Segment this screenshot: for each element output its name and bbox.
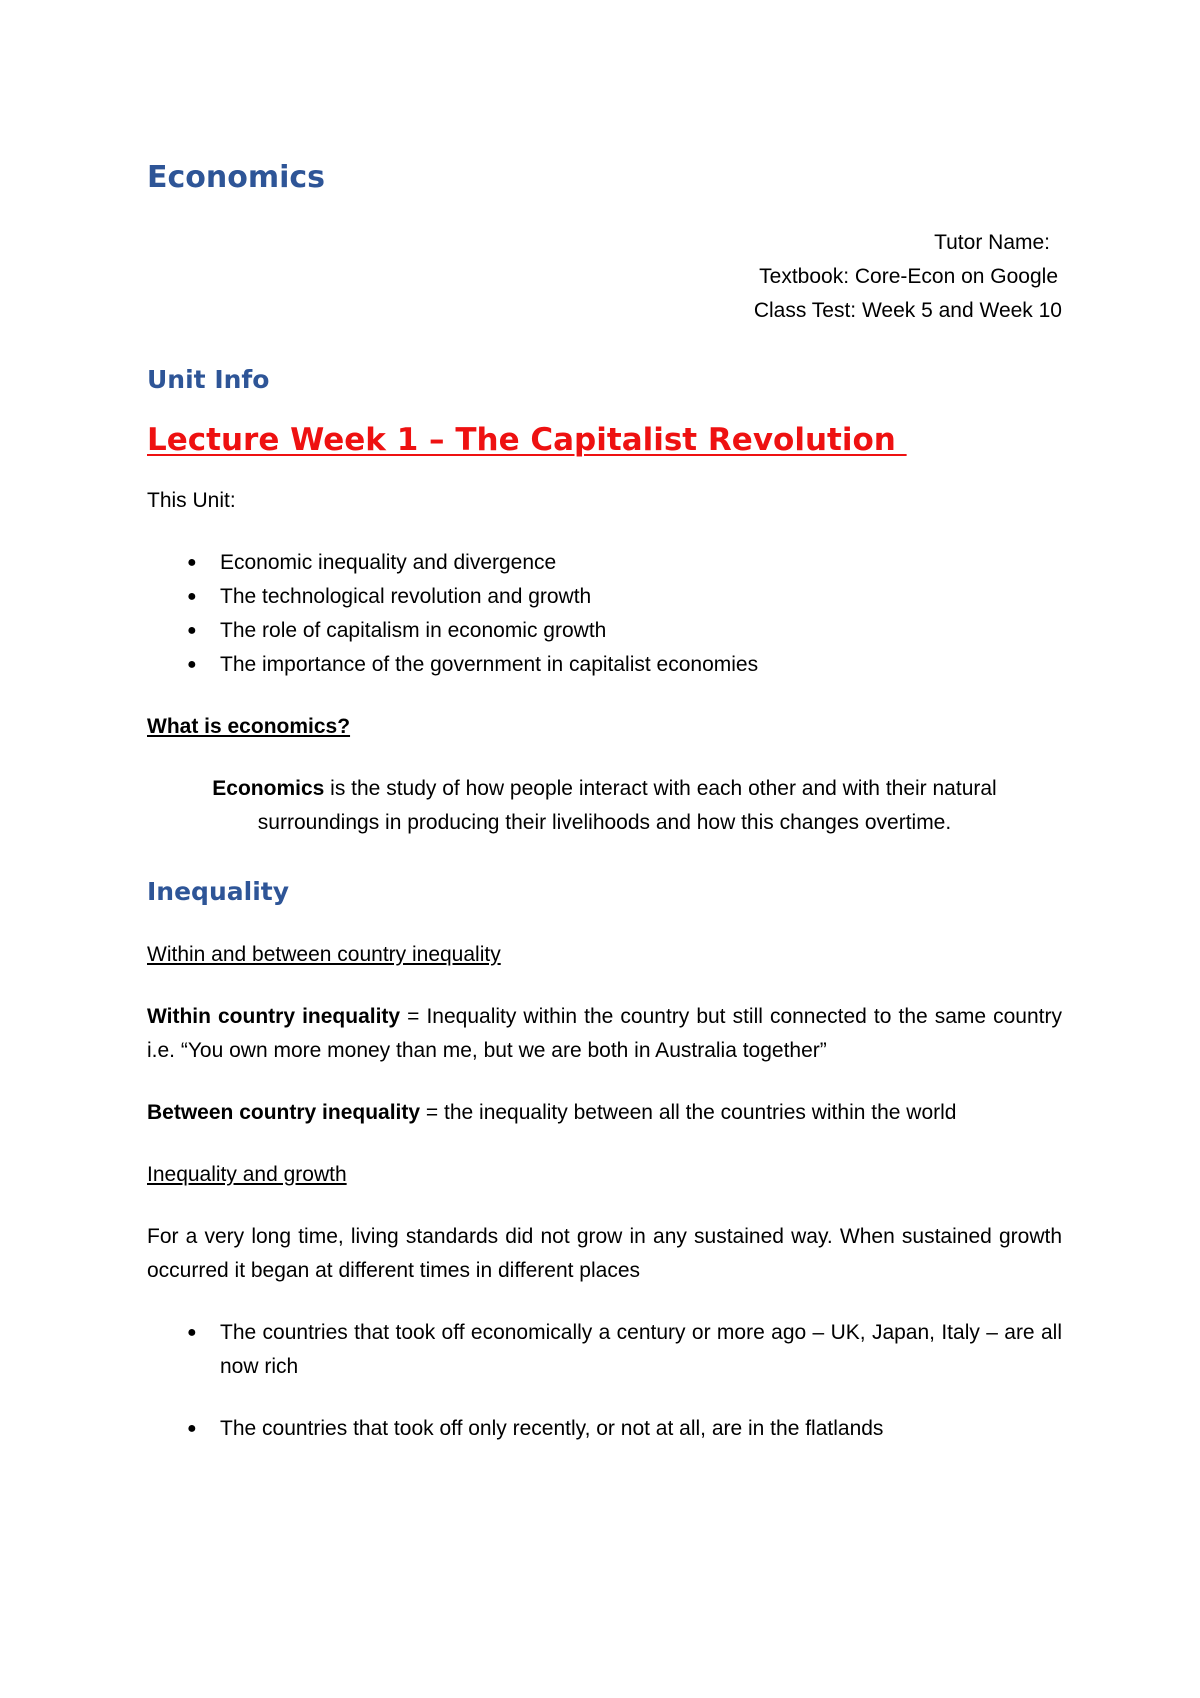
- unit-points-list: [147, 546, 1062, 682]
- list-item: ● Economic inequality and divergence: [147, 546, 1062, 580]
- bullet-icon: ●: [187, 588, 197, 605]
- list-item: ● The importance of the government in capitalist economies: [147, 648, 1062, 682]
- document-title: Economics: [147, 160, 326, 195]
- what-is-economics-heading: What is economics?: [147, 715, 351, 738]
- lecture-title: Lecture Week 1 – The Capitalist Revolution: [147, 422, 907, 458]
- bullet-icon: ●: [187, 554, 197, 571]
- list-item: ● The countries that took off only recently, or not at all, are in the flatlands: [147, 1412, 1062, 1446]
- bullet-icon: ●: [187, 1324, 197, 1341]
- textbook-info: Textbook: Core-Econ on Google: [759, 265, 1058, 288]
- course-meta: [147, 226, 1062, 328]
- this-unit-label: This Unit:: [147, 489, 236, 512]
- tutor-name: Tutor Name:: [934, 231, 1050, 254]
- bullet-icon: ●: [187, 1420, 197, 1437]
- growth-points-list: [147, 1316, 1062, 1446]
- within-country-definition: Within country inequality = Inequality within the country but still connected to the same country i.e. “You own more money than me, but we are both in Australia together”: [147, 1005, 1062, 1062]
- economics-definition: Economics is the study of how people interact with each other and with their natural surroundings in producing their livelihoods and how this changes overtime.: [212, 777, 997, 834]
- unit-info-heading: Unit Info: [147, 365, 270, 394]
- growth-paragraph: For a very long time, living standards did not grow in any sustained way. When sustained growth occurred it began at different times in different places: [147, 1225, 1062, 1282]
- inequality-heading: Inequality: [147, 877, 290, 906]
- list-item: ● The role of capitalism in economic growth: [147, 614, 1062, 648]
- list-item: ● The countries that took off economically a century or more ago – UK, Japan, Italy – are all now rich: [147, 1316, 1062, 1384]
- class-test-info: Class Test: Week 5 and Week 10: [753, 299, 1062, 322]
- inequality-growth-heading: Inequality and growth: [147, 1163, 347, 1186]
- between-country-definition: Between country inequality = the inequality between all the countries within the world: [147, 1101, 957, 1124]
- within-between-heading: Within and between country inequality: [147, 943, 501, 966]
- bullet-icon: ●: [187, 656, 197, 673]
- list-item: ● The technological revolution and growth: [147, 580, 1062, 614]
- bullet-icon: ●: [187, 622, 197, 639]
- document-page: [147, 160, 1062, 1446]
